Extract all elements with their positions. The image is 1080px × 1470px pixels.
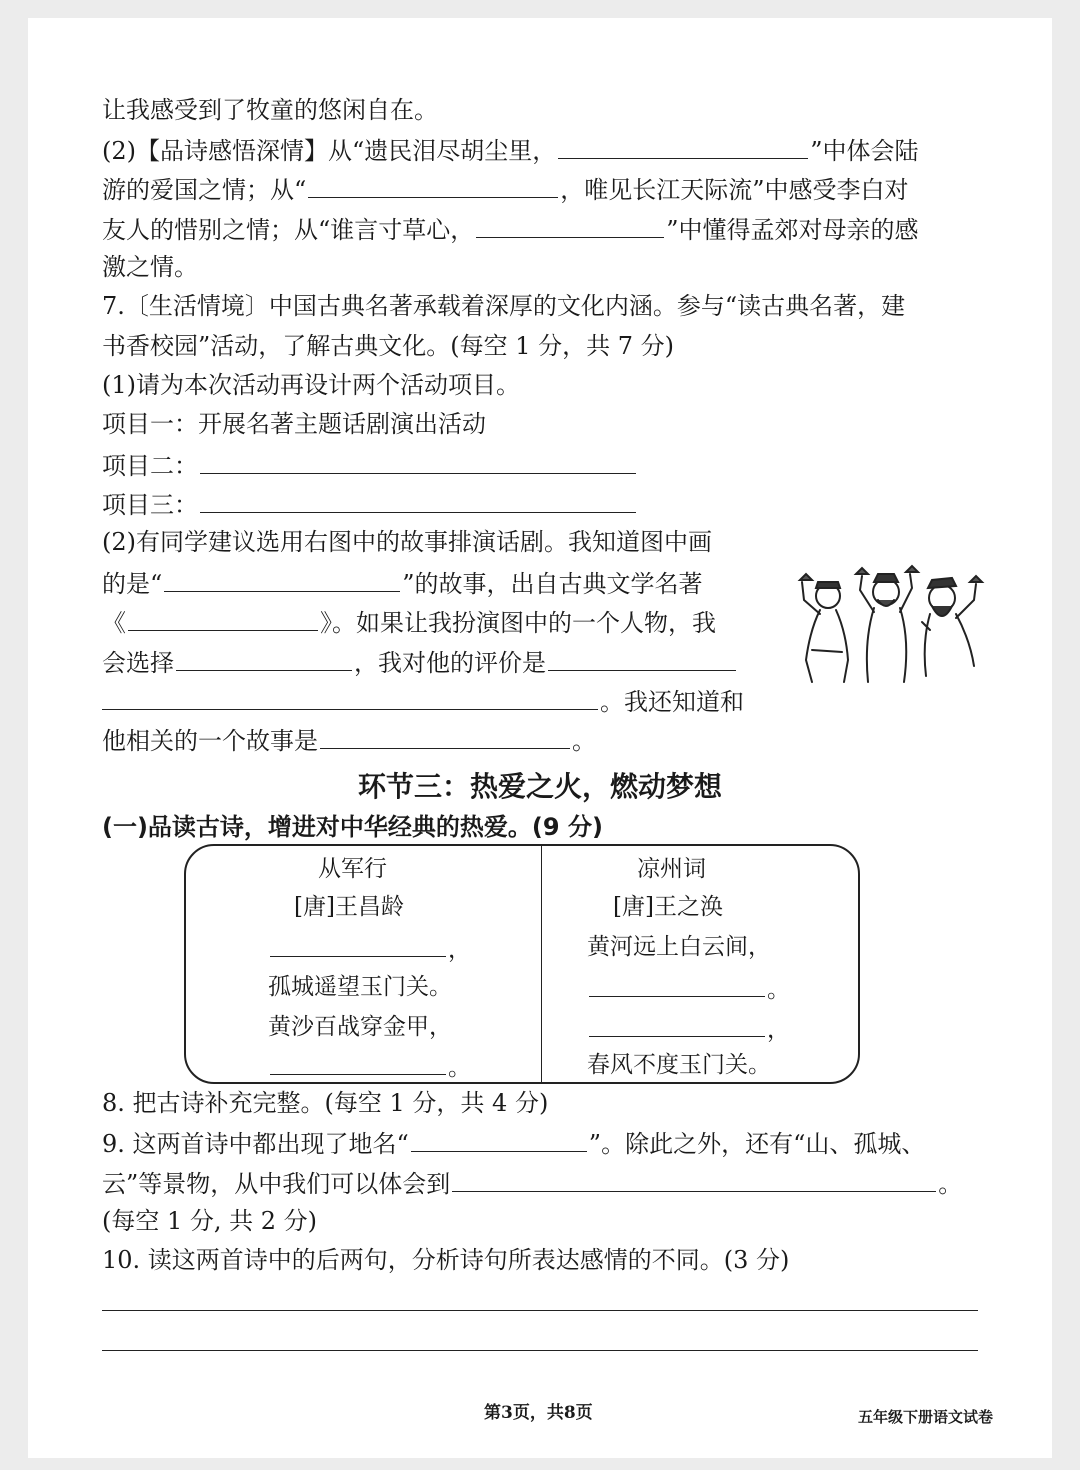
text-line <box>102 331 674 361</box>
fill-blank[interactable] <box>200 449 636 474</box>
line-text: 9. 这两首诗中都出现了地名“ <box>102 1130 409 1158</box>
text-line: (每空 1 分, 共 2 分) <box>102 1207 318 1235</box>
poem-punct: 。 <box>767 977 790 1003</box>
line-text: 。 <box>938 1170 963 1198</box>
text-line <box>102 173 909 205</box>
question-9 <box>102 1127 925 1159</box>
poem-line: 黄河远上白云间， <box>587 934 771 960</box>
poem-author: [唐]王之涣 <box>613 894 723 920</box>
text-line <box>102 567 703 599</box>
text-line <box>102 606 716 638</box>
answer-line[interactable] <box>102 1350 978 1351</box>
line-text: 书香校园”活动，了解古典文化。(每空 1 分，共 7 分) <box>102 332 675 360</box>
line-text: (1)请为本次活动再设计两个活动项目。 <box>102 371 520 399</box>
poem-divider <box>541 846 542 1082</box>
line-text: ”。除此之外，还有“山、孤城、 <box>588 1130 926 1158</box>
fill-blank[interactable] <box>200 488 636 513</box>
line-text: 游的爱国之情；从“ <box>102 176 307 204</box>
line-text: 。 <box>572 727 596 755</box>
line-text: (2)有同学建议选用右图中的故事排演话剧。我知道图中画 <box>102 528 712 556</box>
poem-line <box>268 1050 471 1083</box>
line-text: 云”等景物，从中我们可以体会到 <box>102 1170 451 1198</box>
line-text: 《 <box>102 609 126 637</box>
fill-blank[interactable] <box>476 213 664 238</box>
line-text: 激之情。 <box>102 253 198 281</box>
poem-punct: ， <box>448 937 471 963</box>
story-illustration <box>790 560 986 690</box>
fill-blank[interactable] <box>548 646 736 671</box>
fill-blank[interactable] <box>589 1012 765 1037</box>
poem-line <box>587 972 790 1005</box>
text-line <box>102 1167 962 1199</box>
section-title: 环节三：热爱之火，燃动梦想 <box>357 770 722 803</box>
line-text: 项目一：开展名著主题话剧演出活动 <box>102 410 486 438</box>
fill-blank[interactable] <box>589 972 765 997</box>
line-text: ”的故事，出自古典文学名著 <box>402 570 703 598</box>
text-line <box>102 409 486 439</box>
question-10: 10. 读这两首诗中的后两句，分析诗句所表达感情的不同。(3 分) <box>102 1246 790 1274</box>
line-text: 项目二： <box>102 452 198 480</box>
fill-blank[interactable] <box>164 567 400 592</box>
paper-title: 五年级下册语文试卷 <box>858 1408 994 1426</box>
fill-blank[interactable] <box>411 1127 587 1152</box>
text-line <box>102 527 712 557</box>
line-text: ，我对他的评价是 <box>354 649 546 677</box>
fill-blank[interactable] <box>102 685 598 710</box>
fill-blank[interactable] <box>452 1167 936 1192</box>
line-text: 7.〔生活情境〕中国古典名著承载着深厚的文化内涵。参与“读古典名著，建 <box>102 292 906 320</box>
line-text: (2)【品诗感悟深情】从“遗民泪尽胡尘里， <box>102 137 557 165</box>
poem-title: 从军行 <box>318 856 387 882</box>
text-line <box>102 134 919 166</box>
line-text: ，唯见长江天际流”中感受李白对 <box>560 176 909 204</box>
fill-blank[interactable] <box>176 646 352 671</box>
line-text: ”中体会陆 <box>810 137 919 165</box>
line-text: 友人的惜别之情；从“谁言寸草心， <box>102 216 475 244</box>
fill-blank[interactable] <box>270 1050 446 1075</box>
poem-punct: 。 <box>448 1055 471 1081</box>
poem-line: 黄沙百战穿金甲， <box>268 1014 452 1040</box>
answer-line[interactable] <box>102 1310 978 1311</box>
text-line <box>102 646 738 678</box>
poem-title: 凉州词 <box>637 856 706 882</box>
fill-blank[interactable] <box>558 134 808 159</box>
text-line <box>102 488 638 520</box>
question-8: 8. 把古诗补充完整。(每空 1 分，共 4 分) <box>102 1089 549 1117</box>
fill-blank[interactable] <box>270 932 446 957</box>
poem-punct: ， <box>767 1017 790 1043</box>
text-line <box>102 213 919 245</box>
line-text: 》。如果让我扮演图中的一个人物，我 <box>320 609 716 637</box>
poem-line: 春风不度玉门关。 <box>587 1052 771 1078</box>
line-text: ”中懂得孟郊对母亲的感 <box>666 216 919 244</box>
poem-line <box>587 1012 790 1045</box>
text-line <box>102 370 520 400</box>
fill-blank[interactable] <box>308 173 558 198</box>
fill-blank[interactable] <box>128 606 318 631</box>
fill-blank[interactable] <box>320 724 570 749</box>
poem-author: [唐]王昌龄 <box>294 894 404 920</box>
line-text: 的是“ <box>102 570 163 598</box>
text-line <box>102 252 198 282</box>
text-line <box>102 95 438 125</box>
text-line <box>102 724 596 756</box>
poem-line: 孤城遥望玉门关。 <box>268 974 452 1000</box>
line-text: 。我还知道和 <box>600 688 744 716</box>
poem-box <box>184 844 860 1084</box>
text-line <box>102 685 744 717</box>
line-text: 他相关的一个故事是 <box>102 727 318 755</box>
question-7 <box>102 291 905 321</box>
subsection-title: (一)品读古诗，增进对中华经典的热爱。(9 分) <box>102 813 603 841</box>
poem-line <box>268 932 471 965</box>
text-line <box>102 449 638 481</box>
page-number: 第3页，共8页 <box>484 1403 593 1423</box>
line-text: 会选择 <box>102 649 174 677</box>
line-text: 让我感受到了牧童的悠闲自在。 <box>102 96 438 124</box>
line-text: 项目三： <box>102 491 198 519</box>
